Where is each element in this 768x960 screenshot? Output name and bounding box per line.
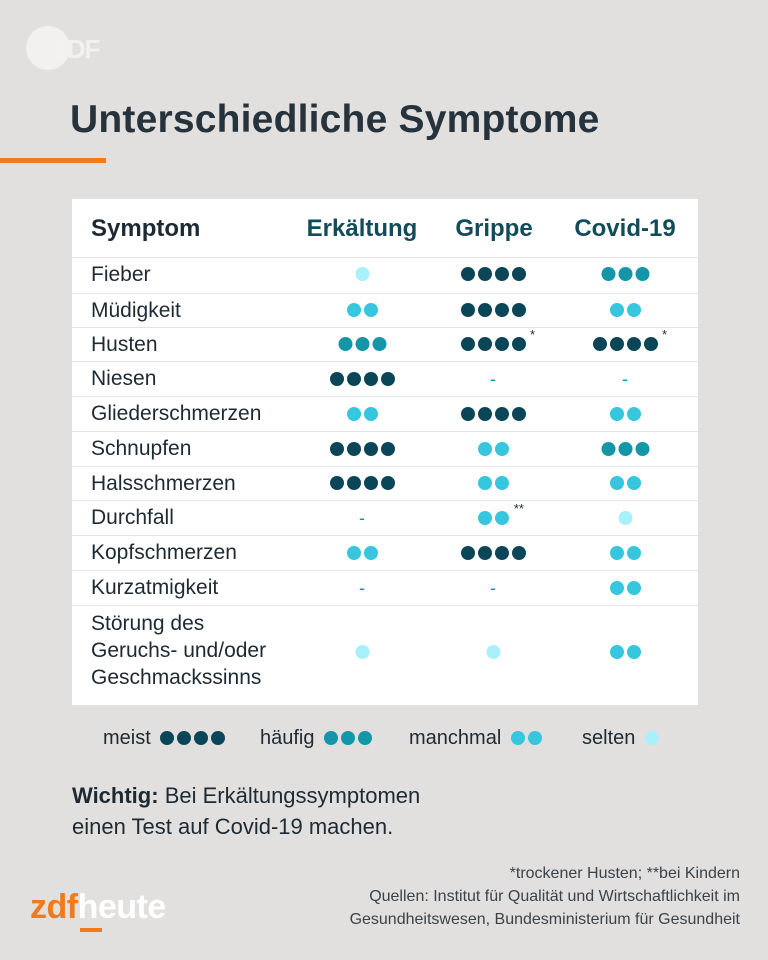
rating-cell [490, 578, 496, 598]
none-dash: - [359, 577, 365, 598]
rating-cell [490, 369, 496, 389]
rating-dot [355, 337, 369, 351]
rating-dot [610, 407, 624, 421]
rating-cell [354, 264, 371, 284]
legend-dot [645, 731, 659, 745]
rating-cell [608, 404, 642, 424]
row-divider [72, 535, 698, 536]
footnote-mark: ** [513, 500, 524, 516]
legend-dot [160, 731, 174, 745]
important-note [72, 780, 552, 842]
rating-dot [364, 372, 378, 386]
rating-dot [461, 337, 475, 351]
legend-item-selten [582, 724, 660, 752]
legend-dot [211, 731, 225, 745]
brand-heute-text: heute [77, 888, 166, 926]
header-symptom: Symptom [91, 215, 201, 242]
rating-dot [635, 267, 649, 281]
legend-dots [159, 731, 227, 745]
symptom-table [72, 199, 698, 705]
row-divider [72, 257, 698, 258]
rating-cell [328, 369, 396, 389]
none-dash: - [490, 368, 496, 389]
rating-cell [345, 300, 379, 320]
rating-cell [459, 404, 527, 424]
rating-dot [610, 337, 624, 351]
rating-dot [644, 337, 658, 351]
rating-dot [355, 267, 369, 281]
none-dash: - [490, 577, 496, 598]
rating-dot [338, 337, 352, 351]
rating-dot [627, 476, 641, 490]
header-grippe: Grippe [455, 215, 533, 242]
row-label [91, 610, 266, 691]
legend-item-manchmal [409, 724, 543, 752]
legend-dot [324, 731, 338, 745]
legend-dots [323, 731, 374, 745]
row-divider [72, 605, 698, 606]
rating-dot [512, 303, 526, 317]
footnote-line: Quellen: Institut für Qualität und Wirtschaftlichkeit im [369, 888, 740, 905]
row-label-line: Geruchs- und/oder [91, 639, 267, 662]
rating-dot [330, 372, 344, 386]
rating-dot [347, 372, 361, 386]
rating-cell [476, 439, 510, 459]
page-title: Unterschiedliche Symptome [70, 98, 600, 141]
rating-cell [591, 327, 667, 354]
rating-cell [608, 473, 642, 493]
rating-cell [617, 508, 634, 528]
note-text-line2: einen Test auf Covid-19 machen. [72, 814, 394, 839]
rating-dot [461, 407, 475, 421]
rating-cell [345, 543, 379, 563]
legend-item-meist [103, 724, 227, 752]
row-label: Durchfall [91, 506, 174, 529]
row-divider [72, 431, 698, 432]
rating-dot [364, 407, 378, 421]
row-label: Kurzatmigkeit [91, 576, 219, 599]
row-divider [72, 396, 698, 397]
rating-dot [610, 476, 624, 490]
rating-dot [355, 645, 369, 659]
rating-dot [627, 407, 641, 421]
footnote-sources [270, 862, 740, 931]
rating-dot [512, 337, 526, 351]
legend-dot [511, 731, 525, 745]
rating-dot [495, 546, 509, 560]
rating-cell [485, 642, 502, 662]
note-bold: Wichtig: [72, 783, 159, 808]
rating-cell [345, 404, 379, 424]
legend-label: selten [582, 726, 636, 749]
legend [0, 724, 768, 752]
row-label: Husten [91, 333, 158, 356]
rating-dot [610, 303, 624, 317]
brand-underline [80, 928, 102, 932]
row-divider [72, 570, 698, 571]
rating-dot [364, 303, 378, 317]
rating-cell [359, 578, 365, 598]
rating-dot [372, 337, 386, 351]
rating-cell [328, 473, 396, 493]
rating-dot [347, 442, 361, 456]
rating-cell [459, 327, 535, 354]
row-label-line: Geschmackssinns [91, 666, 262, 689]
header-erkaeltung: Erkältung [306, 215, 418, 242]
zdfheute-logo [30, 888, 166, 927]
rating-dot [512, 267, 526, 281]
rating-dot [478, 267, 492, 281]
legend-label: häufig [260, 726, 315, 749]
legend-item-haeufig [260, 724, 374, 752]
rating-dot [381, 476, 395, 490]
title-accent-rule [0, 158, 106, 163]
rating-dot [381, 442, 395, 456]
row-divider [72, 500, 698, 501]
none-dash: - [622, 368, 628, 389]
row-label-line: Störung des [91, 612, 205, 635]
rating-cell [359, 508, 365, 528]
rating-dot [495, 442, 509, 456]
rating-dot [618, 267, 632, 281]
rating-cell [459, 543, 527, 563]
rating-dot [478, 511, 492, 525]
rating-dot [610, 546, 624, 560]
row-label: Gliederschmerzen [91, 402, 262, 425]
row-label: Schnupfen [91, 437, 192, 460]
note-text-line1: Bei Erkältungssymptomen [164, 783, 421, 808]
rating-dot [495, 407, 509, 421]
rating-dot [618, 442, 632, 456]
rating-dot [461, 546, 475, 560]
row-divider [72, 466, 698, 467]
rating-dot [478, 476, 492, 490]
rating-cell [600, 439, 651, 459]
legend-dot [341, 731, 355, 745]
rating-dot [512, 546, 526, 560]
rating-dot [495, 476, 509, 490]
rating-dot [601, 267, 615, 281]
row-label: Fieber [91, 263, 151, 286]
rating-dot [610, 645, 624, 659]
rating-dot [478, 337, 492, 351]
legend-dots [509, 731, 543, 745]
rating-dot [618, 511, 632, 525]
rating-dot [330, 476, 344, 490]
rating-cell [608, 642, 642, 662]
none-dash: - [359, 507, 365, 528]
rating-dot [478, 546, 492, 560]
rating-dot [364, 442, 378, 456]
rating-dot [461, 267, 475, 281]
zdf-logo-text: ZDF [52, 34, 100, 64]
rating-dot [364, 476, 378, 490]
rating-dot [347, 407, 361, 421]
rating-dot [610, 581, 624, 595]
rating-dot [512, 407, 526, 421]
legend-dot [177, 731, 191, 745]
rating-cell [337, 334, 388, 354]
rating-dot [495, 303, 509, 317]
row-label: Halsschmerzen [91, 472, 236, 495]
rating-dot [347, 303, 361, 317]
rating-dot [627, 546, 641, 560]
header-covid: Covid-19 [574, 215, 676, 242]
rating-dot [347, 476, 361, 490]
rating-cell [476, 500, 524, 528]
rating-cell [622, 369, 628, 389]
rating-dot [627, 337, 641, 351]
row-divider [72, 327, 698, 328]
rating-cell [459, 264, 527, 284]
rating-dot [478, 407, 492, 421]
rating-dot [627, 581, 641, 595]
rating-dot [495, 267, 509, 281]
row-label: Niesen [91, 367, 157, 390]
rating-dot [478, 303, 492, 317]
rating-dot [330, 442, 344, 456]
row-label: Müdigkeit [91, 299, 181, 322]
legend-dot [528, 731, 542, 745]
brand-zdf: zdf [30, 888, 78, 926]
rating-dot [601, 442, 615, 456]
rating-dot [495, 511, 509, 525]
rating-dot [461, 303, 475, 317]
rating-dot [347, 546, 361, 560]
rating-cell [328, 439, 396, 459]
footnote-line: *trockener Husten; **bei Kindern [509, 865, 740, 882]
rating-cell [608, 300, 642, 320]
row-divider [72, 361, 698, 362]
rating-dot [478, 442, 492, 456]
rating-cell [608, 543, 642, 563]
rating-dot [486, 645, 500, 659]
rating-cell [600, 264, 651, 284]
row-divider [72, 293, 698, 294]
rating-cell [608, 578, 642, 598]
row-label: Kopfschmerzen [91, 541, 237, 564]
footnote-mark: * [529, 327, 535, 342]
brand-heute [78, 888, 166, 926]
legend-label: meist [103, 726, 151, 749]
rating-cell [476, 473, 510, 493]
legend-dots [643, 731, 660, 745]
footnote-mark: * [661, 327, 667, 342]
rating-dot [635, 442, 649, 456]
legend-dot [358, 731, 372, 745]
rating-dot [627, 645, 641, 659]
rating-cell [354, 642, 371, 662]
rating-dot [495, 337, 509, 351]
legend-dot [194, 731, 208, 745]
rating-dot [627, 303, 641, 317]
legend-label: manchmal [409, 726, 502, 749]
rating-cell [459, 300, 527, 320]
rating-dot [364, 546, 378, 560]
rating-dot [593, 337, 607, 351]
footnote-line: Gesundheitswesen, Bundesministerium für Gesundheit [349, 911, 740, 928]
rating-dot [381, 372, 395, 386]
